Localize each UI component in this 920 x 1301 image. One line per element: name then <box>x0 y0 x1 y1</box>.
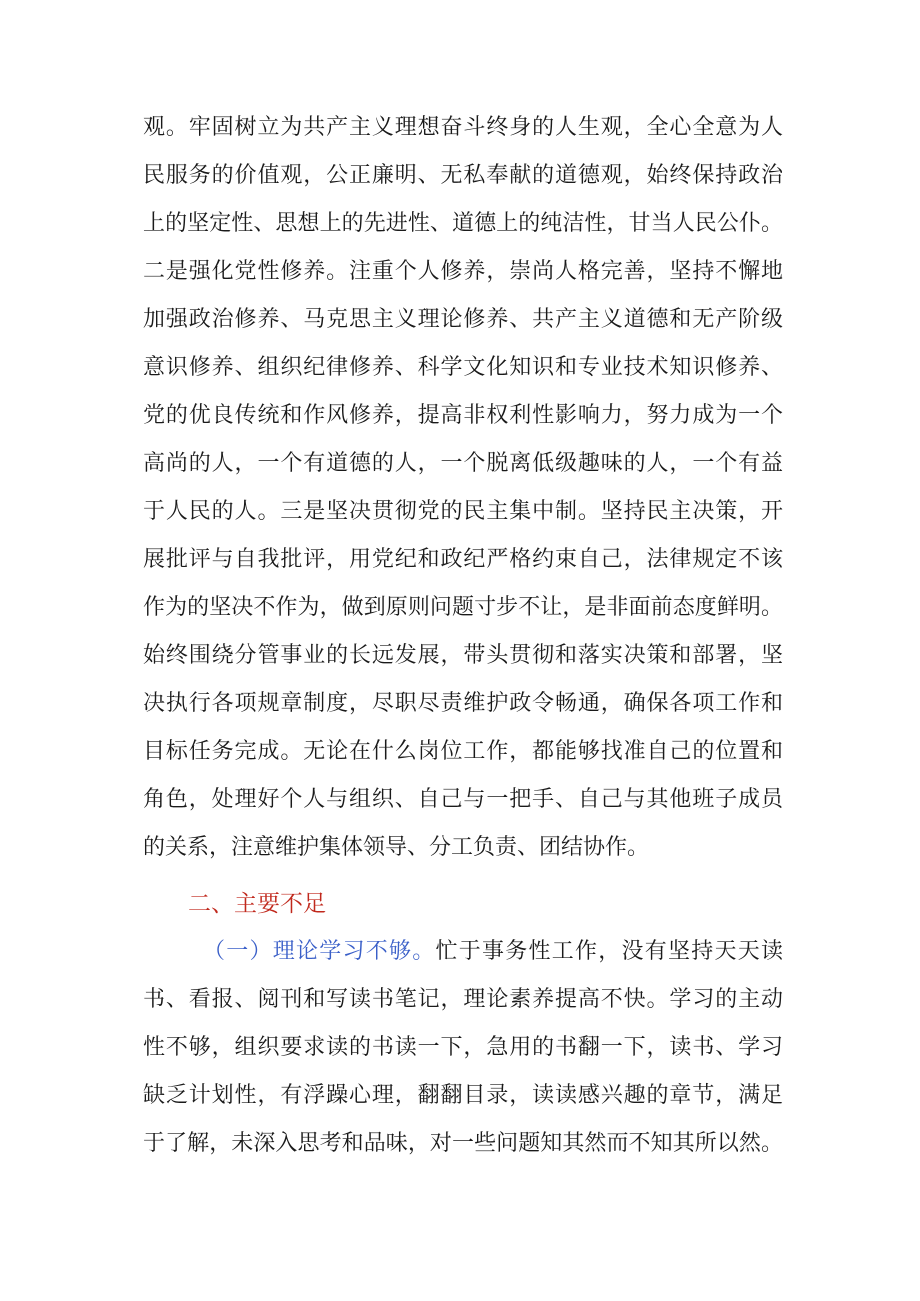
body-line: 党的优良传统和作风修养，提高非权利性影响力，努力成为一个 <box>143 403 783 428</box>
section-first-line <box>143 928 783 976</box>
section-first-line-text: 忙于事务性工作，没有坚持天天读 <box>435 939 783 964</box>
section-paragraph <box>143 928 783 1168</box>
body-line: 的关系，注意维护集体领导、分工负责、团结协作。 <box>143 835 650 860</box>
body-line: 展批评与自我批评，用党纪和政纪严格约束自己，法律规定不该 <box>143 547 783 572</box>
section-subheading: （一）理论学习不够。 <box>203 939 436 964</box>
body-line: 观。牢固树立为共产主义理想奋斗终身的人生观，全心全意为人 <box>143 115 783 140</box>
body-line: 目标任务完成。无论在什么岗位工作，都能够找准自己的位置和 <box>143 739 783 764</box>
body-line: 加强政治修养、马克思主义理论修养、共产主义道德和无产阶级 <box>143 307 783 332</box>
section-line: 缺乏计划性，有浮躁心理，翻翻目录，读读感兴趣的章节，满足 <box>143 1083 783 1108</box>
section-line: 性不够，组织要求读的书读一下，急用的书翻一下，读书、学习 <box>143 1035 783 1060</box>
section-line: 于了解，未深入思考和品味，对一些问题知其然而不知其所以然。 <box>143 1131 783 1156</box>
body-line: 始终围绕分管事业的长远发展，带头贯彻和落实决策和部署，坚 <box>143 643 783 668</box>
body-line: 于人民的人。三是坚决贯彻党的民主集中制。坚持民主决策，开 <box>143 499 783 524</box>
section-heading: 二、主要不足 <box>188 891 326 917</box>
body-line: 上的坚定性、思想上的先进性、道德上的纯洁性，甘当人民公仆。 <box>143 211 783 236</box>
section-line: 书、看报、阅刊和写读书笔记，理论素养提高不快。学习的主动 <box>143 987 783 1012</box>
body-line: 决执行各项规章制度，尽职尽责维护政令畅通，确保各项工作和 <box>143 691 783 716</box>
body-line: 民服务的价值观，公正廉明、无私奉献的道德观，始终保持政治 <box>143 163 783 188</box>
body-line: 角色，处理好个人与组织、自己与一把手、自己与其他班子成员 <box>143 787 783 812</box>
body-line: 二是强化党性修养。注重个人修养，崇尚人格完善，坚持不懈地 <box>143 259 783 284</box>
body-line: 意识修养、组织纪律修养、科学文化知识和专业技术知识修养、 <box>143 355 783 380</box>
body-paragraph <box>143 104 783 872</box>
body-line: 作为的坚决不作为，做到原则问题寸步不让，是非面前态度鲜明。 <box>143 595 783 620</box>
body-line: 高尚的人，一个有道德的人，一个脱离低级趣味的人，一个有益 <box>143 451 783 476</box>
